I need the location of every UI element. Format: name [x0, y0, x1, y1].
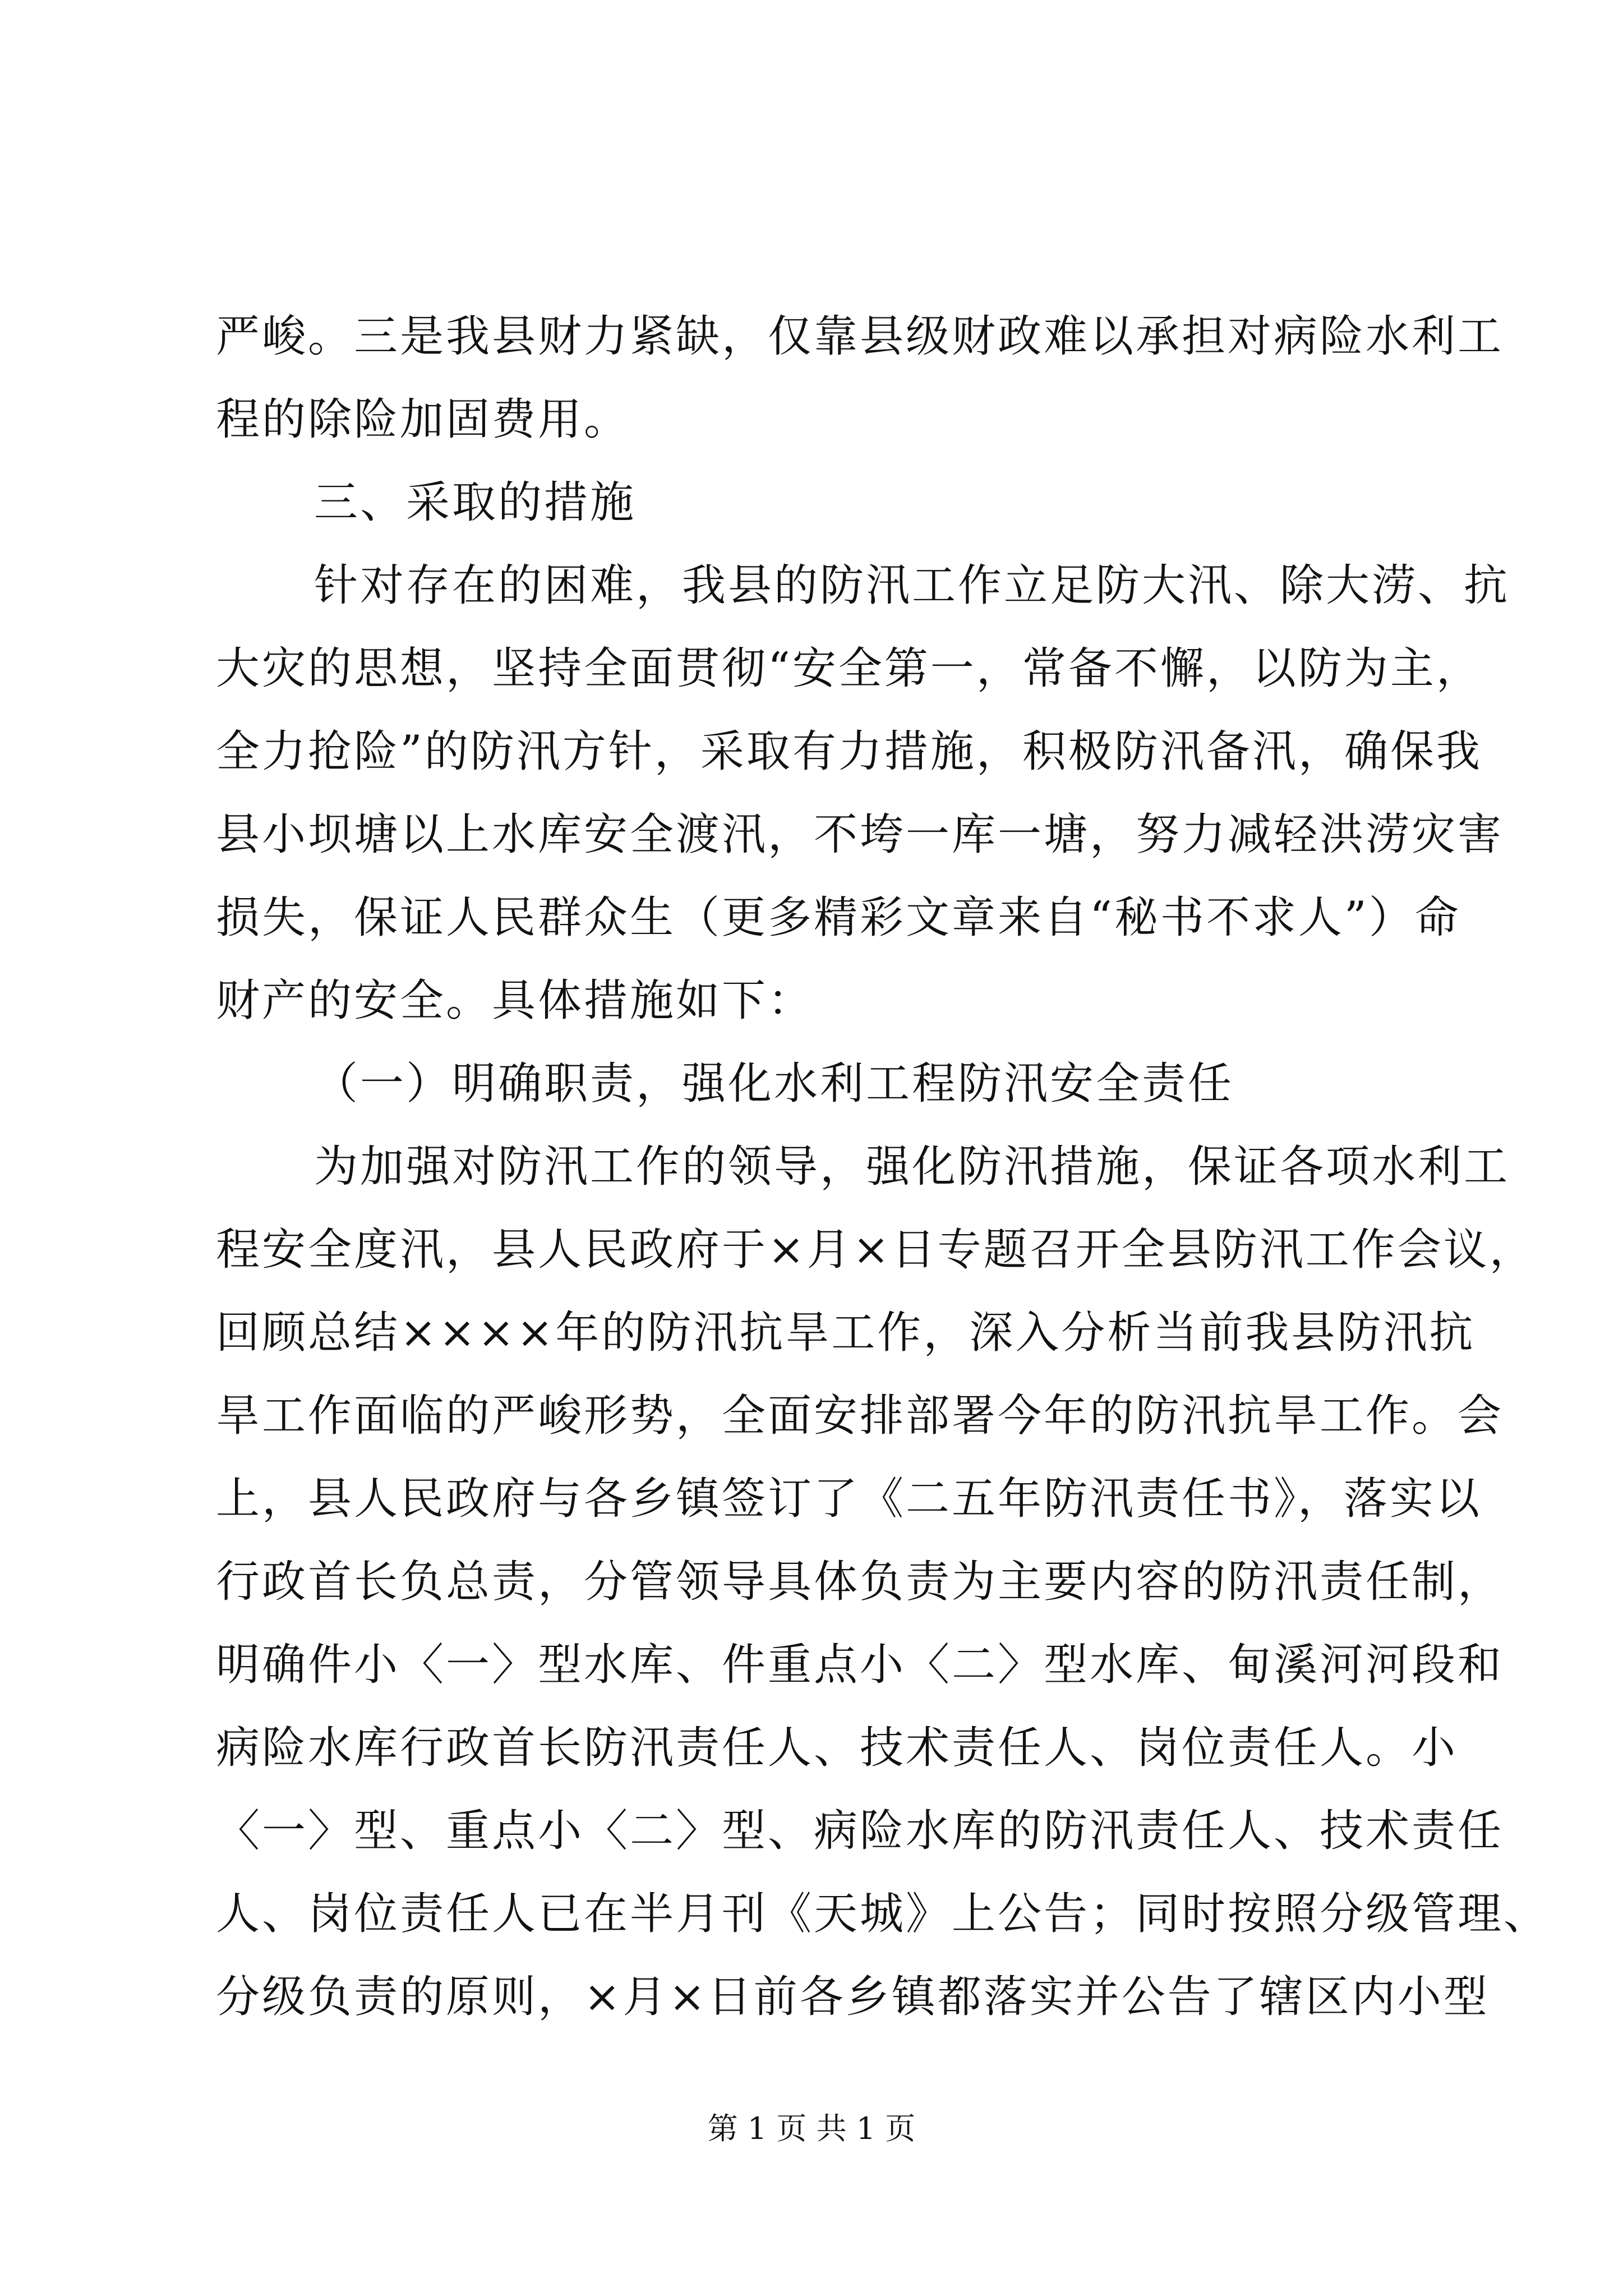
text-line-1: 严峻。三是我县财力紧缺，仅靠县级财政难以承担对病险水利工 [216, 311, 1504, 362]
text-line-15: 上，县人民政府与各乡镇签订了《二五年防汛责任书》，落实以 [216, 1474, 1482, 1524]
text-line-21: 分级负责的原则，×月×日前各乡镇都落实并公告了辖区内小型 [216, 1972, 1490, 2022]
text-line-19: 〈一〉型、重点小〈二〉型、病险水库的防汛责任人、技术责任 [216, 1806, 1504, 1856]
text-line-4: 针对存在的困难，我县的防汛工作立足防大汛、除大涝、抗 [314, 560, 1510, 611]
text-line-12: 程安全度汛，县人民政府于×月×日专题召开全县防汛工作会议， [216, 1225, 1536, 1275]
text-line-8: 损失，保证人民群众生（更多精彩文章来自“秘书不求人”）命 [216, 892, 1461, 943]
text-line-17: 明确件小〈一〉型水库、件重点小〈二〉型水库、甸溪河河段和 [216, 1640, 1504, 1690]
subsection-heading-1: （一）明确职责，强化水利工程防汛安全责任 [314, 1059, 1234, 1109]
text-line-2: 程的除险加固费用。 [216, 394, 630, 445]
text-line-13: 回顾总结××××年的防汛抗旱工作，深入分析当前我县防汛抗 [216, 1308, 1476, 1358]
text-line-5: 大灾的思想，坚持全面贯彻“安全第一，常备不懈，以防为主， [216, 643, 1482, 694]
page-number-footer: 第 1 页 共 1 页 [707, 2111, 916, 2146]
text-line-14: 旱工作面临的严峻形势，全面安排部署今年的防汛抗旱工作。会 [216, 1391, 1504, 1441]
text-line-6: 全力抢险”的防汛方针，采取有力措施，积极防汛备汛，确保我 [216, 726, 1482, 777]
text-line-16: 行政首长负总责，分管领导具体负责为主要内容的防汛责任制， [216, 1557, 1504, 1607]
section-heading-3: 三、采取的措施 [314, 477, 637, 528]
text-line-20: 人、岗位责任人已在半月刊《天城》上公告；同时按照分级管理、 [216, 1889, 1550, 1939]
text-line-18: 病险水库行政首长防汛责任人、技术责任人、岗位责任人。小 [216, 1723, 1458, 1773]
text-line-11: 为加强对防汛工作的领导，强化防汛措施，保证各项水利工 [314, 1142, 1510, 1192]
text-line-9: 财产的安全。具体措施如下： [216, 976, 814, 1026]
text-line-7: 县小坝塘以上水库安全渡汛，不垮一库一塘，努力减轻洪涝灾害 [216, 809, 1504, 860]
